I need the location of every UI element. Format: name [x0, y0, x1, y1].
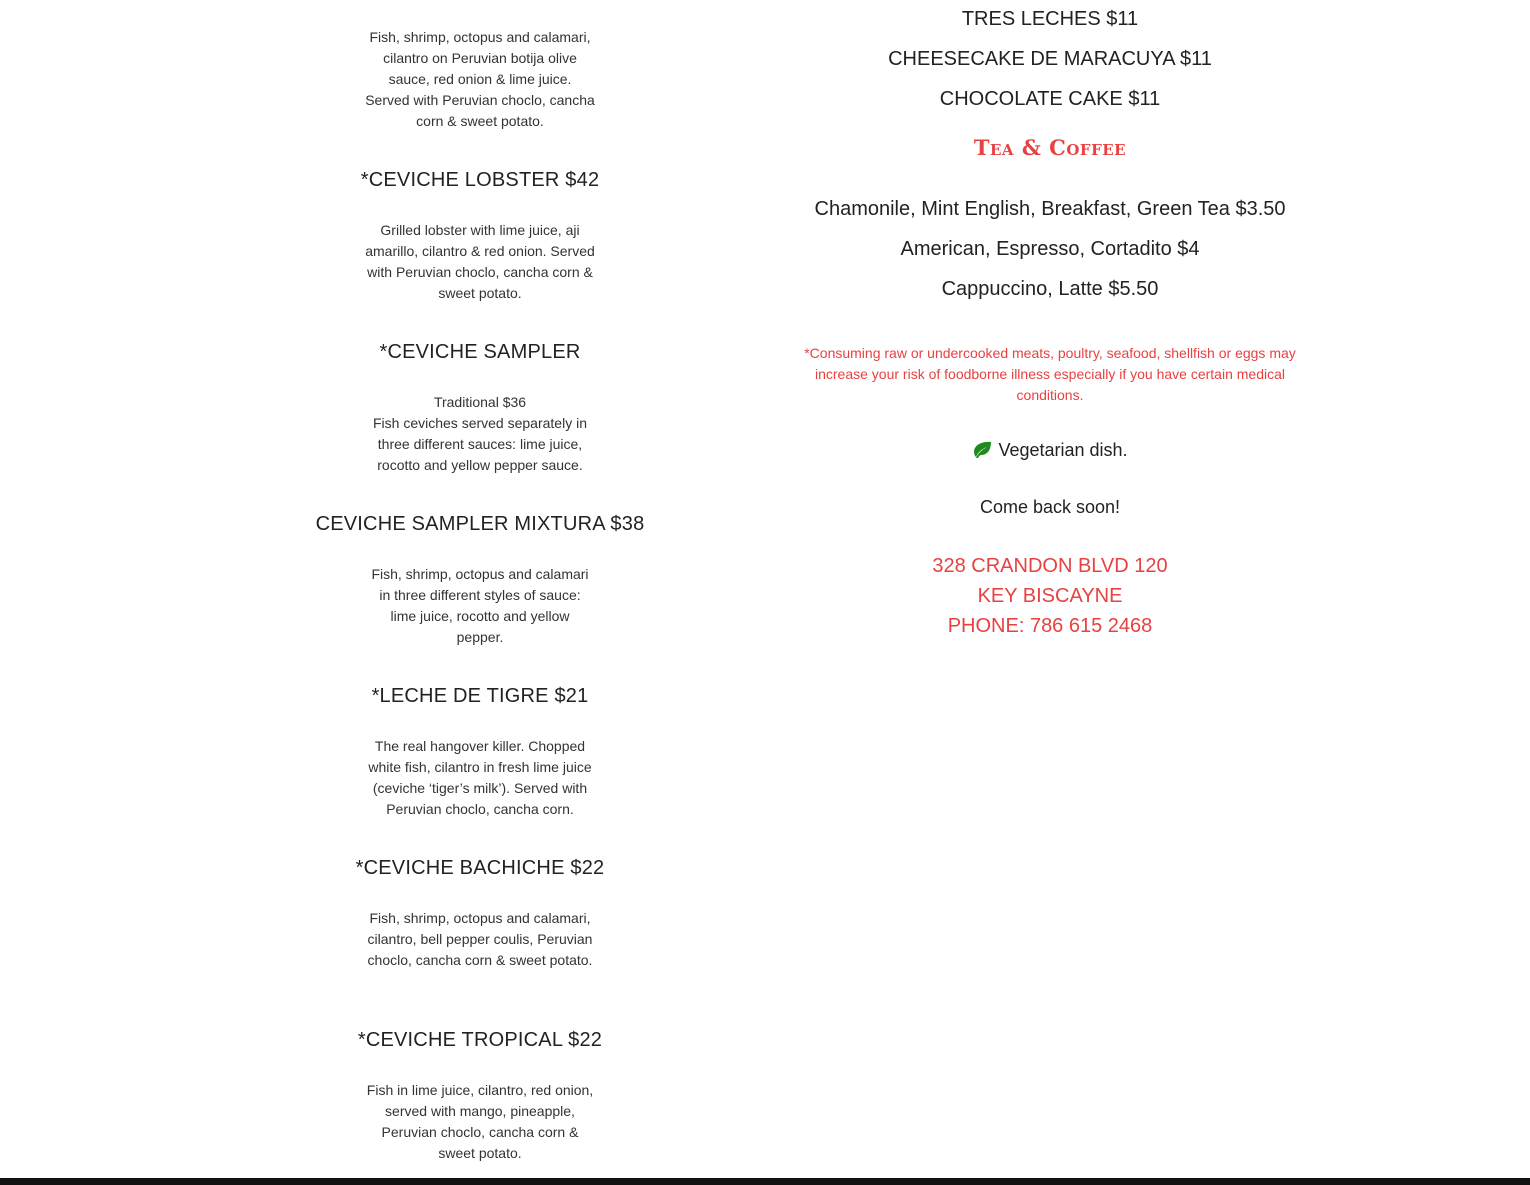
dish-title-leche-de-tigre: *LECHE DE TIGRE $21 — [371, 685, 589, 707]
vegetarian-note-text: Vegetarian dish. — [998, 440, 1128, 460]
dessert-chocolate-cake: CHOCOLATE CAKE $11 — [939, 88, 1161, 110]
dish-title-ceviche-sampler: *CEVICHE SAMPLER — [379, 341, 581, 363]
coffee-item-espresso: American, Espresso, Cortadito $4 — [900, 238, 1200, 260]
leaf-icon — [972, 441, 992, 459]
dish-description-leche-de-tigre: The real hangover killer. Chopped white fish, cilantro in fresh lime juice (ceviche ‘tiger’s milk’). Served with Peruvian choclo, cancha corn. — [368, 738, 592, 817]
dish-description-ceviche-bachiche: Fish, shrimp, octopus and calamari, cilantro, bell pepper coulis, Peruvian choclo, cancha corn & sweet potato. — [367, 910, 593, 968]
dish-description-ceviche-sampler: Fish ceviches served separately in three different sauces: lime juice, rocotto and yellow pepper sauce. — [373, 415, 587, 473]
dish-description-ceviche-lobster: Grilled lobster with lime juice, aji amarillo, cilantro & red onion. Served with Peruvian choclo, cancha corn & sweet potato. — [365, 222, 595, 301]
dessert-tres-leches: TRES LECHES $11 — [961, 8, 1139, 30]
dish-description-ceviche-tropical: Fish in lime juice, cilantro, red onion, served with mango, pineapple, Peruvian choclo, cancha corn & sweet potato. — [366, 1082, 594, 1161]
food-safety-warning: *Consuming raw or undercooked meats, poultry, seafood, shellfish or eggs may increase your risk of foodborne illness especially if you have certain medical conditions. — [804, 345, 1296, 403]
dish-title-ceviche-tropical: *CEVICHE TROPICAL $22 — [357, 1029, 603, 1051]
intro-description: Fish, shrimp, octopus and calamari, cilantro on Peruvian botija olive sauce, red onion & lime juice. Served with Peruvian choclo, cancha corn & sweet potato. — [365, 29, 595, 129]
dish-description-ceviche-sampler-mixtura: Fish, shrimp, octopus and calamari in three different styles of sauce: lime juice, rocotto and yellow pepper. — [371, 566, 589, 645]
dish-title-ceviche-sampler-mixtura: CEVICHE SAMPLER MIXTURA $38 — [315, 513, 645, 535]
come-back-message: Come back soon! — [979, 497, 1121, 517]
address-street: 328 CRANDON BLVD 120 — [932, 555, 1168, 577]
address-city: KEY BISCAYNE — [977, 585, 1123, 607]
phone-number[interactable]: PHONE: 786 615 2468 — [947, 615, 1153, 637]
dish-subtitle-ceviche-sampler: Traditional $36 — [433, 394, 527, 410]
footer-bar — [0, 1178, 1530, 1185]
coffee-item-cappuccino: Cappuccino, Latte $5.50 — [941, 278, 1159, 300]
tea-coffee-heading: Tea & Coffee — [973, 135, 1127, 160]
dish-title-ceviche-lobster: *CEVICHE LOBSTER $42 — [360, 169, 600, 191]
vegetarian-note — [790, 438, 1310, 462]
tea-item: Chamonile, Mint English, Breakfast, Green Tea $3.50 — [814, 198, 1286, 220]
dish-title-ceviche-bachiche: *CEVICHE BACHICHE $22 — [355, 857, 605, 879]
dessert-cheesecake-maracuya: CHEESECAKE DE MARACUYA $11 — [888, 48, 1212, 70]
